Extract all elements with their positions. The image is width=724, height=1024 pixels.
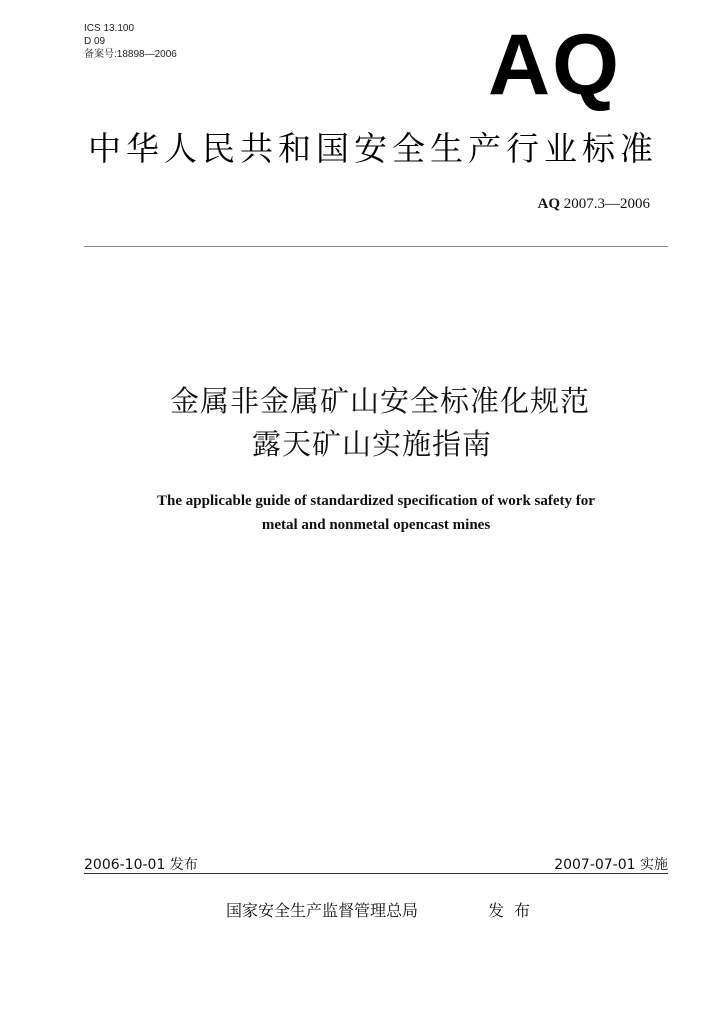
english-title-line-1: The applicable guide of standardized specification of work safety for [157, 493, 595, 509]
standard-number [538, 196, 651, 213]
standard-category-title: 中华人民共和国安全生产行业标准 [88, 129, 658, 168]
issue-label: 发布 [488, 901, 541, 920]
document-title-line-1: 金属非金属矿山安全标准化规范 [169, 384, 590, 418]
english-title-line-2: metal and nonmetal opencast mines [261, 517, 491, 533]
document-title-line-2: 露天矿山实施指南 [251, 427, 492, 461]
classification-block [84, 22, 177, 61]
implement-date: 2007-07-01 实施 [554, 857, 668, 873]
bottom-divider [84, 873, 668, 874]
filing-number: 备案号:18898—2006 [84, 49, 177, 60]
top-divider [84, 246, 668, 247]
aq-logo: AQ [488, 17, 621, 113]
publish-date: 2006-10-01 发布 [84, 857, 198, 873]
standard-code: AQ [537, 196, 560, 212]
standard-number-value: 2007.3—2006 [563, 196, 650, 212]
ics-code: ICS 13.100 [84, 23, 135, 34]
ccs-code: D 09 [84, 36, 106, 47]
issuing-authority: 国家安全生产监督管理总局 [226, 901, 419, 920]
